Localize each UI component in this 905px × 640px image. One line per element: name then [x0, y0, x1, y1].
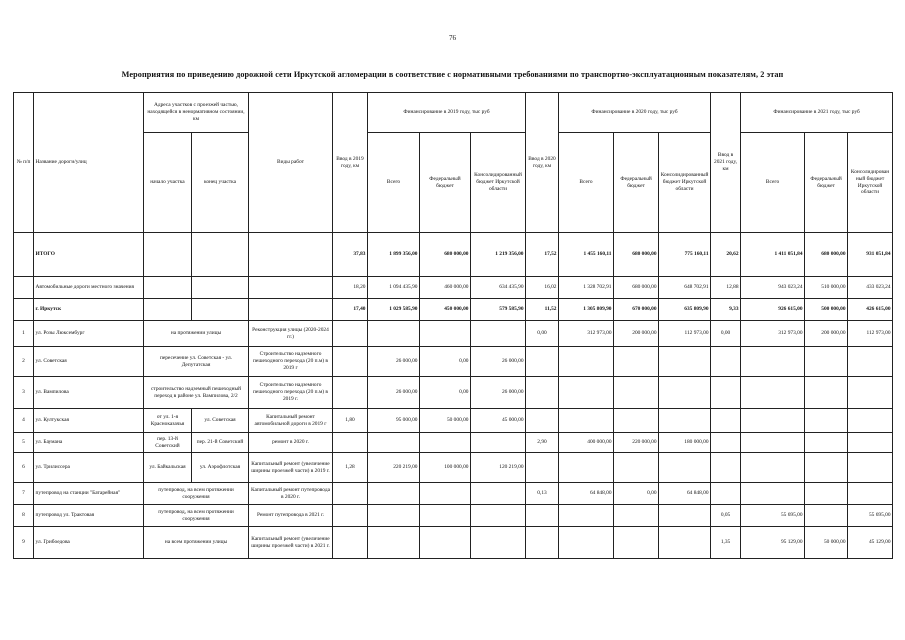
commission-2019-value: 1,28: [333, 453, 368, 483]
consolidated-2020-value: [659, 377, 711, 409]
section-span: путепровод, на всем протяжении сооружения: [144, 483, 249, 505]
federal-2021-value: [805, 377, 848, 409]
table-row: [14, 505, 893, 527]
consolidated-2021-value: [848, 377, 893, 409]
commission-2020-value: [526, 453, 559, 483]
section-end: ул. Советская: [192, 409, 249, 433]
road-name: ул. Трилиссера: [34, 453, 144, 483]
section-span: на всем протяжении улицы: [144, 527, 249, 559]
total-2021-value: [741, 453, 805, 483]
consolidated-2020-value: 180 000,00: [659, 433, 711, 453]
header-federal-2021: Федеральный бюджет: [805, 133, 848, 233]
summary-commission-2019: 18,20: [333, 277, 368, 299]
total-2019-value: 26 000,00: [368, 377, 420, 409]
summary-total-2021: 943 023,24: [741, 277, 805, 299]
summary-name: ИТОГО: [34, 233, 144, 277]
summary-commission-2019: 37,83: [333, 233, 368, 277]
total-2020-value: [559, 347, 614, 377]
table-row: [14, 347, 893, 377]
federal-2019-value: [420, 527, 471, 559]
consolidated-2020-value: 64 848,00: [659, 483, 711, 505]
consolidated-2019-value: [471, 433, 526, 453]
work-type: Капитальный ремонт автомобильной дороги в 2019 г: [249, 409, 333, 433]
road-name: ул. Грибоедова: [34, 527, 144, 559]
total-2021-value: [741, 483, 805, 505]
header-address: Адреса участков с проезжей частью, находящейся в ненормативном состоянии, км: [144, 93, 249, 133]
section-end: ул. Аэрофлотская: [192, 453, 249, 483]
consolidated-2019-value: [471, 527, 526, 559]
summary-row: [14, 277, 893, 299]
summary-commission-2020: 11,52: [526, 299, 559, 321]
commission-2020-value: [526, 505, 559, 527]
commission-2021-value: [711, 453, 741, 483]
work-type: Строительство надземного пешеходного перехода (20 п.м) в 2019 г.: [249, 377, 333, 409]
consolidated-2019-value: [471, 321, 526, 347]
consolidated-2019-value: [471, 505, 526, 527]
federal-2019-value: 0,00: [420, 377, 471, 409]
total-2020-value: 400 000,00: [559, 433, 614, 453]
total-2021-value: [741, 347, 805, 377]
header-consolidated-2021: Консолидированный бюджет Иркутской области: [848, 133, 893, 233]
total-2019-value: [368, 321, 420, 347]
summary-end: [192, 277, 249, 299]
header-consolidated-2019: Консолидированный бюджет Иркутской области: [471, 133, 526, 233]
summary-total-2021: 926 615,00: [741, 299, 805, 321]
summary-federal-2019: 680 000,00: [420, 233, 471, 277]
section-end: пер. 21-й Советский: [192, 433, 249, 453]
section-span: пересечение ул. Советская - ул. Депутатская: [144, 347, 249, 377]
commission-2021-value: 1,35: [711, 527, 741, 559]
header-start: начало участка: [144, 133, 192, 233]
header-federal-2020: Федеральный бюджет: [614, 133, 659, 233]
commission-2021-value: 0,00: [711, 321, 741, 347]
row-number: 4: [14, 409, 34, 433]
consolidated-2020-value: [659, 347, 711, 377]
federal-2019-value: 0,00: [420, 347, 471, 377]
federal-2019-value: [420, 483, 471, 505]
consolidated-2021-value: [848, 483, 893, 505]
federal-2020-value: [614, 527, 659, 559]
total-2019-value: 95 000,00: [368, 409, 420, 433]
summary-consolidated-2021: 433 023,24: [848, 277, 893, 299]
row-number: 8: [14, 505, 34, 527]
commission-2021-value: [711, 409, 741, 433]
page-title: Мероприятия по приведению дорожной сети Иркутской агломерации в соответствие с нормативными требованиями по транспортно-эксплуатационным показателям, 2 этап: [121, 70, 784, 79]
consolidated-2021-value: 112 973,00: [848, 321, 893, 347]
work-type: Капитальный ремонт путепровода в 2020 г.: [249, 483, 333, 505]
row-number: 6: [14, 453, 34, 483]
consolidated-2021-value: [848, 409, 893, 433]
consolidated-2020-value: 112 973,00: [659, 321, 711, 347]
summary-end: [192, 233, 249, 277]
federal-2019-value: [420, 505, 471, 527]
table-row: [14, 483, 893, 505]
federal-2020-value: [614, 505, 659, 527]
consolidated-2020-value: [659, 409, 711, 433]
consolidated-2020-value: [659, 505, 711, 527]
summary-consolidated-2019: 1 219 356,00: [471, 233, 526, 277]
federal-2019-value: [420, 321, 471, 347]
total-2020-value: 312 973,00: [559, 321, 614, 347]
summary-commission-2019: 17,40: [333, 299, 368, 321]
summary-num: [14, 233, 34, 277]
header-commission-2020: Ввод в 2020 году, км: [526, 93, 559, 233]
total-2021-value: 55 695,00: [741, 505, 805, 527]
summary-total-2020: 1 305 809,90: [559, 299, 614, 321]
summary-consolidated-2019: 634 435,90: [471, 277, 526, 299]
consolidated-2019-value: 120 219,00: [471, 453, 526, 483]
row-number: 7: [14, 483, 34, 505]
header-commission-2019: Ввод в 2019 году, км: [333, 93, 368, 233]
section-start: от ул. 1-я Красноказачья: [144, 409, 192, 433]
total-2020-value: 64 848,00: [559, 483, 614, 505]
total-2021-value: 95 129,00: [741, 527, 805, 559]
header-fin-2020: Финансирование в 2020 году, тыс руб: [559, 93, 711, 133]
federal-2021-value: 200 000,00: [805, 321, 848, 347]
row-number: 1: [14, 321, 34, 347]
section-span: строительство надземный пешеходный переход в районе ул. Вампилова, 2/2: [144, 377, 249, 409]
summary-consolidated-2019: 579 585,90: [471, 299, 526, 321]
header-total-2021: Всего: [741, 133, 805, 233]
federal-2019-value: 100 000,00: [420, 453, 471, 483]
table-row: [14, 377, 893, 409]
summary-total-2019: 1 899 356,00: [368, 233, 420, 277]
section-start: пер. 13-й Советский: [144, 433, 192, 453]
summary-federal-2020: 680 000,00: [614, 233, 659, 277]
header-num: № п/п: [14, 93, 34, 233]
summary-commission-2021: 12,88: [711, 277, 741, 299]
work-type: Строительство надземного пешеходного перехода (20 п.м) в 2019 г: [249, 347, 333, 377]
commission-2021-value: 0,05: [711, 505, 741, 527]
summary-num: [14, 277, 34, 299]
federal-2020-value: 220 000,00: [614, 433, 659, 453]
total-2019-value: 220 219,00: [368, 453, 420, 483]
row-number: 2: [14, 347, 34, 377]
summary-commission-2020: 17,52: [526, 233, 559, 277]
work-type: Капитальный ремонт (увеличение ширины проезжей части) в 2019 г.: [249, 453, 333, 483]
consolidated-2020-value: [659, 527, 711, 559]
header-total-2019: Всего: [368, 133, 420, 233]
federal-2020-value: 0,00: [614, 483, 659, 505]
federal-2021-value: [805, 347, 848, 377]
road-name: ул. Баумана: [34, 433, 144, 453]
summary-total-2020: 1 455 160,11: [559, 233, 614, 277]
summary-commission-2021: 20,62: [711, 233, 741, 277]
commission-2021-value: [711, 347, 741, 377]
summary-works: [249, 277, 333, 299]
table-row: [14, 433, 893, 453]
commission-2020-value: 2,90: [526, 433, 559, 453]
header-fin-2021: Финансирование в 2021 году, тыс руб: [741, 93, 893, 133]
work-type: Капитальный ремонт (увеличение ширины проезжей части) в 2021 г.: [249, 527, 333, 559]
summary-federal-2020: 680 000,00: [614, 277, 659, 299]
consolidated-2021-value: 45 129,00: [848, 527, 893, 559]
summary-commission-2020: 16,02: [526, 277, 559, 299]
summary-federal-2019: 450 000,00: [420, 299, 471, 321]
federal-2020-value: 200 000,00: [614, 321, 659, 347]
header-consolidated-2020: Консолидированный бюджет Иркутской области: [659, 133, 711, 233]
summary-row: [14, 299, 893, 321]
summary-start: [144, 299, 192, 321]
summary-total-2021: 1 411 051,84: [741, 233, 805, 277]
commission-2019-value: [333, 483, 368, 505]
summary-consolidated-2020: 635 809,90: [659, 299, 711, 321]
federal-2020-value: [614, 409, 659, 433]
work-type: Реконструкция улицы (2020-2024 гг.): [249, 321, 333, 347]
total-2019-value: [368, 433, 420, 453]
summary-consolidated-2021: 931 051,84: [848, 233, 893, 277]
consolidated-2019-value: [471, 483, 526, 505]
road-name: путепровод на станции "Батарейная": [34, 483, 144, 505]
summary-num: [14, 299, 34, 321]
header-end: конец участка: [192, 133, 249, 233]
summary-commission-2021: 9,33: [711, 299, 741, 321]
commission-2019-value: [333, 433, 368, 453]
summary-works: [249, 299, 333, 321]
consolidated-2021-value: [848, 347, 893, 377]
federal-2021-value: [805, 453, 848, 483]
total-2019-value: [368, 505, 420, 527]
federal-2021-value: [805, 505, 848, 527]
header-commission-2021: Ввод в 2021 году, км: [711, 93, 741, 233]
summary-row: [14, 233, 893, 277]
total-2020-value: [559, 527, 614, 559]
road-name: ул. Вампилова: [34, 377, 144, 409]
road-name: ул. Советская: [34, 347, 144, 377]
total-2019-value: [368, 527, 420, 559]
summary-total-2020: 1 328 702,91: [559, 277, 614, 299]
federal-2020-value: [614, 347, 659, 377]
federal-2021-value: [805, 483, 848, 505]
federal-2021-value: [805, 433, 848, 453]
road-name: ул. Култукская: [34, 409, 144, 433]
commission-2021-value: [711, 377, 741, 409]
federal-2020-value: [614, 453, 659, 483]
summary-total-2019: 1 094 435,90: [368, 277, 420, 299]
consolidated-2021-value: [848, 433, 893, 453]
federal-2021-value: [805, 409, 848, 433]
commission-2019-value: [333, 527, 368, 559]
work-type: Ремонт путепровода в 2021 г.: [249, 505, 333, 527]
summary-federal-2021: 680 000,00: [805, 233, 848, 277]
summary-consolidated-2020: 775 160,11: [659, 233, 711, 277]
commission-2020-value: 0,13: [526, 483, 559, 505]
commission-2019-value: [333, 321, 368, 347]
consolidated-2019-value: 45 000,00: [471, 409, 526, 433]
header-road: Название дороги/улиц: [34, 93, 144, 233]
commission-2019-value: 1,80: [333, 409, 368, 433]
section-start: ул. Байкальская: [144, 453, 192, 483]
consolidated-2019-value: 26 000,00: [471, 377, 526, 409]
commission-2019-value: [333, 377, 368, 409]
work-type: ремонт в 2020 г.: [249, 433, 333, 453]
table-row: [14, 453, 893, 483]
summary-total-2019: 1 029 585,90: [368, 299, 420, 321]
total-2021-value: [741, 433, 805, 453]
federal-2021-value: 50 000,00: [805, 527, 848, 559]
header-fin-2019: Финансирование в 2019 году, тыс руб: [368, 93, 526, 133]
header-works: Виды работ: [249, 93, 333, 233]
table-row: [14, 527, 893, 559]
page-number: 76: [449, 34, 456, 42]
total-2021-value: 312 973,00: [741, 321, 805, 347]
commission-2019-value: [333, 505, 368, 527]
commission-2020-value: [526, 347, 559, 377]
federal-2020-value: [614, 377, 659, 409]
summary-start: [144, 233, 192, 277]
summary-end: [192, 299, 249, 321]
consolidated-2020-value: [659, 453, 711, 483]
summary-consolidated-2021: 426 615,00: [848, 299, 893, 321]
total-2020-value: [559, 505, 614, 527]
commission-2020-value: 0,00: [526, 321, 559, 347]
consolidated-2021-value: [848, 453, 893, 483]
consolidated-2019-value: 26 000,00: [471, 347, 526, 377]
row-number: 5: [14, 433, 34, 453]
summary-start: [144, 277, 192, 299]
summary-name: г. Иркутск: [34, 299, 144, 321]
road-name: путепровод ул. Трактовая: [34, 505, 144, 527]
summary-works: [249, 233, 333, 277]
commission-2020-value: [526, 527, 559, 559]
summary-name: Автомобильные дороги местного значения: [34, 277, 144, 299]
summary-consolidated-2020: 648 702,91: [659, 277, 711, 299]
row-number: 3: [14, 377, 34, 409]
road-name: ул. Розы Люксембург: [34, 321, 144, 347]
roads-table: [13, 92, 893, 559]
total-2021-value: [741, 409, 805, 433]
consolidated-2021-value: 55 695,00: [848, 505, 893, 527]
section-span: на протяжении улицы: [144, 321, 249, 347]
commission-2021-value: [711, 433, 741, 453]
row-number: 9: [14, 527, 34, 559]
header-total-2020: Всего: [559, 133, 614, 233]
commission-2021-value: [711, 483, 741, 505]
header-federal-2019: Федеральный бюджет: [420, 133, 471, 233]
commission-2019-value: [333, 347, 368, 377]
table-row: [14, 409, 893, 433]
total-2020-value: [559, 453, 614, 483]
summary-federal-2021: 510 000,00: [805, 277, 848, 299]
summary-federal-2021: 500 000,00: [805, 299, 848, 321]
summary-federal-2019: 460 000,00: [420, 277, 471, 299]
total-2021-value: [741, 377, 805, 409]
commission-2020-value: [526, 409, 559, 433]
summary-federal-2020: 670 000,00: [614, 299, 659, 321]
commission-2020-value: [526, 377, 559, 409]
table-row: [14, 321, 893, 347]
total-2019-value: 26 000,00: [368, 347, 420, 377]
total-2020-value: [559, 377, 614, 409]
section-span: путепровод, на всем протяжении сооружения: [144, 505, 249, 527]
federal-2019-value: [420, 433, 471, 453]
total-2019-value: [368, 483, 420, 505]
federal-2019-value: 50 000,00: [420, 409, 471, 433]
total-2020-value: [559, 409, 614, 433]
